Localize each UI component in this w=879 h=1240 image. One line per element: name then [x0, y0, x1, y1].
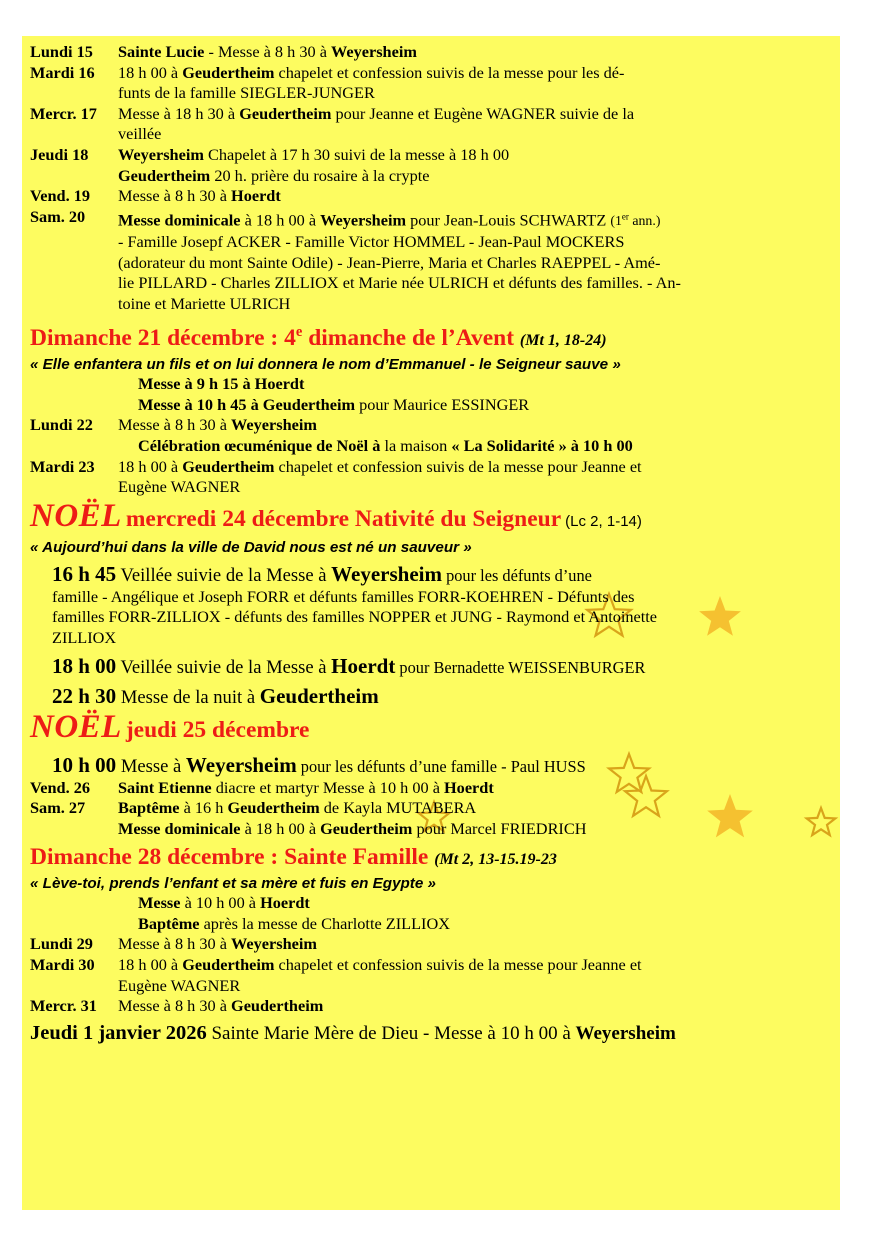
text-line — [118, 253, 830, 274]
entries-block-1 — [30, 42, 830, 314]
emphasis-text: Baptême — [138, 913, 200, 933]
text-line — [118, 83, 830, 104]
plain-text: à 10 h 00 à — [180, 893, 261, 913]
plain-text: - Messe à 8 h 30 à — [204, 42, 331, 61]
calendar-entry-row — [30, 457, 830, 478]
emphasis-text: Weyersheim — [231, 415, 317, 435]
emphasis-text: Hoerdt — [260, 893, 310, 913]
emphasis-text: Geudertheim — [118, 165, 211, 185]
quote-dimanche-28: « Lève-toi, prends l’enfant et sa mère et fuis en Egypte » — [30, 875, 436, 893]
plain-text: Messe à — [116, 755, 186, 777]
mass-time-entry — [52, 754, 830, 778]
mass-lines-dimanche-28 — [30, 893, 830, 934]
mass-intention-line: famille - Angélique et Joseph FORR et défunts familles FORR-KOEHREN - Défunts des — [52, 586, 635, 606]
plain-text: Veillée suivie de la Messe à — [116, 564, 332, 586]
heading-noel-25-decembre — [30, 708, 830, 748]
emphasis-text: Geudertheim — [227, 798, 320, 818]
emphasis-text: Weyersheim — [331, 42, 417, 61]
plain-text: à 16 h — [179, 798, 228, 818]
calendar-entry-row — [30, 186, 830, 207]
entry-day-label: Mardi 23 — [30, 456, 95, 476]
noel-word-24: NOËL — [30, 497, 122, 534]
entry-day-label: Sam. 27 — [30, 798, 86, 818]
plain-text: à 18 h 00 à — [240, 210, 321, 230]
entry-day-label: Lundi 22 — [30, 415, 93, 435]
text-line — [138, 395, 830, 416]
entry-day-label: Sam. 20 — [30, 206, 86, 226]
plain-text: à 18 h 00 à — [240, 818, 321, 838]
entries-block-2 — [30, 415, 830, 497]
noel-word-25: NOËL — [30, 708, 122, 745]
plain-text: pour Maurice ESSINGER — [355, 394, 530, 414]
plain-text: chapelet et confession suivis de la messe pour Jeanne et — [274, 456, 642, 476]
entry-body — [118, 207, 830, 232]
calendar-entry-row — [30, 798, 830, 819]
plain-text: de Kayla MUTABERA — [319, 798, 477, 818]
scripture-reference-mt1: (Mt 1, 18-24) — [519, 332, 607, 350]
plain-text: pour Jean-Louis SCHWARTZ — [406, 210, 611, 230]
noel-rest-24: mercredi 24 décembre Nativité du Seigneur — [125, 505, 562, 532]
plain-text: 20 h. prière du rosaire à la crypte — [210, 165, 430, 185]
scripture-reference-mt2: (Mt 2, 13-15.19-23 — [434, 851, 557, 869]
final-day-label: Jeudi 1 janvier 2026 — [30, 1021, 207, 1044]
plain-text: lie PILLARD - Charles ZILLIOX et Marie née ULRICH et défunts des familles. - An- — [118, 273, 681, 293]
emphasis-text: « La Solidarité » à 10 h 00 — [451, 435, 633, 455]
calendar-entry-row — [30, 934, 830, 955]
plain-text: 18 h 00 à — [118, 955, 183, 975]
ordinal-suffix: er — [621, 211, 629, 222]
emphasis-text: Geudertheim — [259, 683, 379, 708]
calendar-entry-row — [30, 996, 830, 1017]
heading-dimanche-28 — [30, 844, 830, 873]
plain-text: 18 h 00 à — [118, 456, 183, 476]
entry-body — [118, 186, 830, 207]
mass-intention-line: familles FORR-ZILLIOX - défunts des familles NOPPER et JUNG - Raymond et Antoinette — [52, 607, 658, 627]
text-line — [118, 166, 830, 187]
heading-noel-24-decembre — [30, 497, 830, 537]
bulletin-content — [30, 42, 830, 1046]
emphasis-text: Weyersheim — [185, 752, 297, 777]
scripture-reference-lc2: (Lc 2, 1-14) — [565, 512, 642, 530]
mass-time: 16 h 45 — [52, 561, 117, 586]
text-line — [118, 477, 830, 498]
emphasis-text: Baptême — [118, 798, 180, 818]
emphasis-text: Weyersheim — [331, 561, 442, 586]
emphasis-text: Geudertheim — [182, 456, 275, 476]
heading-dimanche-21-text: Dimanche 21 décembre : 4 — [30, 325, 296, 352]
entry-day-label: Vend. 19 — [30, 186, 91, 206]
entries-block-3 — [30, 778, 830, 840]
emphasis-text: Messe — [138, 893, 181, 913]
plain-text: la maison — [380, 435, 452, 455]
anniversary-note: (1er ann.) — [610, 211, 661, 229]
plain-text: Eugène WAGNER — [118, 477, 241, 497]
heading-dimanche-21-rest: dimanche de l’Avent — [302, 325, 515, 352]
calendar-entry-row — [30, 63, 830, 84]
plain-text: (adorateur du mont Sainte Odile) - Jean-Pierre, Maria et Charles RAEPPEL - Amé- — [118, 252, 661, 272]
entries-block-4 — [30, 934, 830, 1016]
entry-body — [118, 42, 830, 63]
plain-text: Eugène WAGNER — [118, 975, 241, 995]
plain-text: Messe à 8 h 30 à — [118, 996, 232, 1016]
emphasis-text: Weyersheim — [320, 210, 407, 230]
entry-day-label: Vend. 26 — [30, 777, 91, 797]
entry-day-label: Mercr. 31 — [30, 996, 97, 1016]
mass-time: 18 h 00 — [52, 653, 117, 678]
heading-dimanche-21 — [30, 319, 830, 354]
entry-day-label: Mardi 16 — [30, 62, 95, 82]
emphasis-text: Messe dominicale — [118, 818, 241, 838]
text-line — [138, 374, 830, 395]
noel-rest-25: jeudi 25 décembre — [125, 716, 310, 743]
emphasis-text: Geudertheim — [320, 818, 413, 838]
noel-25-mass-block — [30, 754, 830, 778]
emphasis-text: Messe dominicale — [118, 210, 241, 230]
calendar-entry-row — [30, 207, 830, 232]
final-text: Sainte Marie Mère de Dieu - Messe à 10 h 00 à — [206, 1022, 576, 1044]
entry-day-label: Lundi 15 — [30, 42, 93, 61]
entry-body — [118, 996, 830, 1017]
plain-text: 18 h 00 à — [118, 62, 183, 82]
plain-text: chapelet et confession suivis de la messe pour Jeanne et — [274, 955, 642, 975]
plain-text: pour les défunts d’une famille - Paul HUSS — [296, 756, 586, 776]
emphasis-text: Weyersheim — [231, 934, 317, 954]
plain-text: Messe à 8 h 30 à — [118, 186, 232, 206]
entry-day-label: Mercr. 17 — [30, 103, 97, 123]
heading-dimanche-28-text: Dimanche 28 décembre : Sainte Famille — [30, 844, 429, 871]
calendar-entry-row — [30, 145, 830, 166]
plain-text: pour Jeanne et Eugène WAGNER suivie de la — [331, 103, 635, 123]
bulletin-sheet — [22, 36, 840, 1210]
final-place: Weyersheim — [575, 1022, 676, 1044]
entry-body — [118, 778, 830, 799]
plain-text: veillée — [118, 124, 162, 144]
calendar-entry-row — [30, 778, 830, 799]
emphasis-text: Hoerdt — [444, 777, 494, 797]
entry-body — [118, 798, 830, 819]
emphasis-text: Geudertheim — [239, 103, 332, 123]
entry-body — [118, 104, 830, 125]
plain-text: Chapelet à 17 h 30 suivi de la messe à 18 h 00 — [203, 144, 510, 164]
emphasis-text: Geudertheim — [182, 62, 275, 82]
mass-time: 10 h 00 — [52, 752, 117, 777]
entry-jeudi-1-janvier — [30, 1021, 830, 1046]
entry-body — [118, 934, 830, 955]
mass-intention-line: ZILLIOX — [52, 627, 117, 647]
emphasis-text: Hoerdt — [331, 653, 396, 678]
calendar-entry-row — [30, 104, 830, 125]
entry-body — [118, 955, 830, 976]
text-line — [118, 124, 830, 145]
text-line — [138, 893, 830, 914]
plain-text: diacre et martyr Messe à 10 h 00 à — [211, 777, 445, 797]
calendar-entry-row — [30, 42, 830, 63]
emphasis-text: Célébration œcuménique de Noël à — [138, 435, 381, 455]
mass-time-entry — [52, 685, 830, 709]
emphasis-text: Messe à 10 h 45 à Geudertheim — [138, 394, 356, 414]
emphasis-text: Messe à 9 h 15 à Hoerdt — [138, 374, 305, 394]
text-line — [118, 976, 830, 997]
calendar-entry-row — [30, 415, 830, 436]
plain-text: pour les défunts d’une — [441, 565, 592, 585]
text-line — [118, 819, 830, 840]
heading-ordinal-sup: e — [295, 324, 303, 341]
emphasis-text: Geudertheim — [182, 955, 275, 975]
text-line — [118, 273, 830, 294]
mass-time-entry — [52, 563, 830, 587]
plain-text: Messe de la nuit à — [116, 686, 260, 708]
noel-24-mass-blocks — [30, 563, 830, 709]
emphasis-text: Saint Etienne — [118, 777, 212, 797]
entry-body — [118, 63, 830, 84]
text-line — [138, 436, 830, 457]
emphasis-text: Sainte Lucie — [118, 42, 205, 61]
mass-time-entry — [52, 655, 830, 679]
quote-dimanche-21: « Elle enfantera un fils et on lui donnera le nom d’Emmanuel - le Seigneur sauve » — [30, 356, 621, 374]
emphasis-text: Geudertheim — [231, 996, 324, 1016]
text-line — [118, 232, 830, 253]
emphasis-text: Weyersheim — [118, 144, 204, 164]
plain-text: après la messe de Charlotte ZILLIOX — [199, 913, 450, 933]
plain-text: Veillée suivie de la Messe à — [116, 656, 332, 678]
entry-day-label: Mardi 30 — [30, 955, 95, 975]
entry-body — [118, 145, 830, 166]
plain-text: - Famille Josepf ACKER - Famille Victor HOMMEL - Jean-Paul MOCKERS — [118, 231, 625, 251]
plain-text: Messe à 8 h 30 à — [118, 934, 232, 954]
plain-text: pour Bernadette WEISSENBURGER — [395, 657, 646, 677]
plain-text: chapelet et confession suivis de la messe pour les dé- — [274, 62, 625, 82]
plain-text: toine et Mariette ULRICH — [118, 293, 291, 313]
plain-text: funts de la famille SIEGLER-JUNGER — [118, 83, 375, 103]
mass-lines-dimanche-21 — [30, 374, 830, 415]
mass-time: 22 h 30 — [52, 683, 117, 708]
calendar-entry-row — [30, 955, 830, 976]
text-line — [138, 914, 830, 935]
plain-text: Messe à 18 h 30 à — [118, 103, 240, 123]
entry-day-label: Lundi 29 — [30, 934, 93, 954]
emphasis-text: Hoerdt — [231, 186, 281, 206]
plain-text: Messe à 8 h 30 à — [118, 415, 232, 435]
entry-body — [118, 415, 830, 436]
plain-text: pour Marcel FRIEDRICH — [412, 818, 587, 838]
text-line — [118, 294, 830, 315]
entry-day-label: Jeudi 18 — [30, 144, 89, 164]
quote-noel-24: « Aujourd’hui dans la ville de David nous est né un sauveur » — [30, 538, 472, 556]
entry-body — [118, 457, 830, 478]
